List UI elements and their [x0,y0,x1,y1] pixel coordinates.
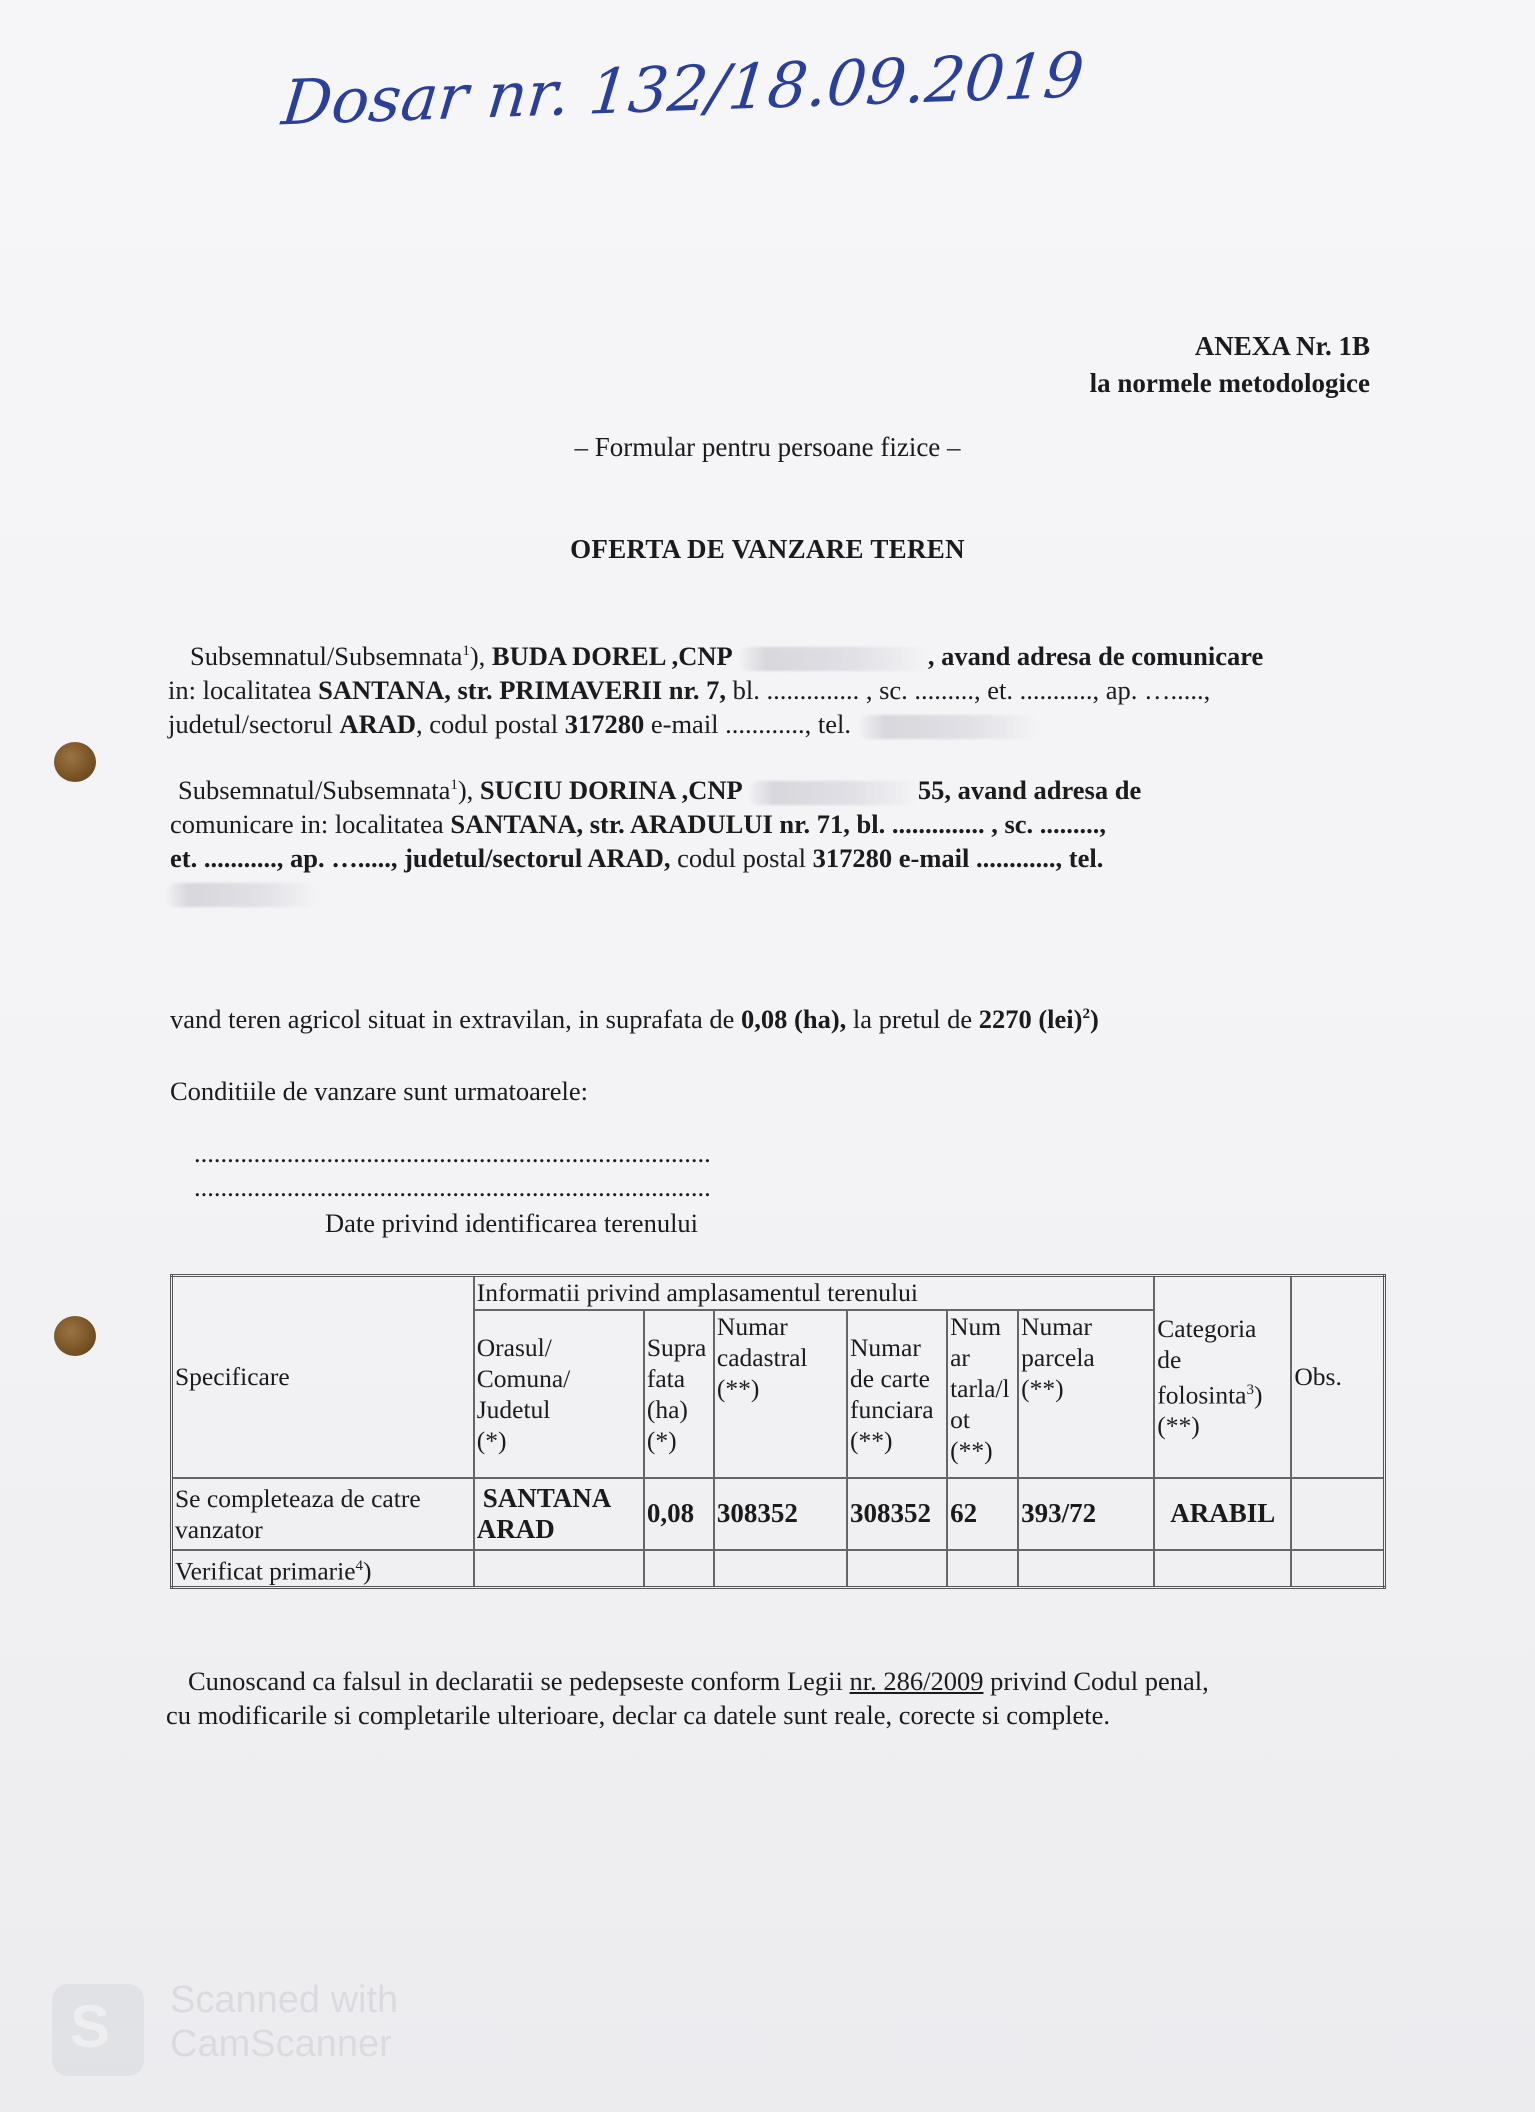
header-group-location: Informatii privind amplasamentul terenului [474,1276,1155,1310]
parcela-line-3: (**) [1021,1373,1064,1403]
parcela-line-2: parcela [1021,1342,1095,1372]
table-row [172,1478,1385,1550]
seller-2-address: SANTANA, str. ARADULUI nr. 71, bl. .............. , sc. ........., [450,808,1107,839]
tarla-line-2: ar [950,1342,970,1372]
cell-empty [1154,1550,1291,1588]
cell-obs [1291,1478,1384,1550]
watermark-text [170,1978,398,2066]
form-type: – Formular pentru persoane fizice – [574,432,961,462]
carte-line-4: (**) [850,1425,893,1455]
seller-1-locality: SANTANA, str. PRIMAVERII nr. 7, [318,674,726,705]
header-specificare: Specificare [172,1276,474,1478]
cell-empty [1291,1550,1384,1588]
handwritten-note [278,38,1088,160]
watermark-line-2: CamScanner [170,2023,392,2065]
header-parcela [1018,1310,1154,1478]
handwritten-note-text: Dosar nr. 132/18.09.2019 [278,38,1088,140]
redacted-cnp [738,647,928,671]
header-carte-funciara [847,1310,947,1478]
land-id-label: Date privind identificarea terenului [325,1208,699,1238]
seller-1-name: BUDA DOREL ,CNP [491,640,738,671]
header-cadastral [714,1310,847,1478]
suprafata-line-1: Supra [646,1332,707,1362]
categoria-line-2: de [1157,1344,1182,1374]
camscanner-logo-letter: S [70,1993,111,2060]
seller-1-county-pre: judetul/sectorul [168,708,340,739]
seller-2-name: SUCIU DORINA ,CNP [479,774,748,805]
seller-2-postal-email-tel: 317280 e-mail ............, tel. [812,842,1104,873]
law-reference: nr. 286/2009 [849,1666,984,1696]
land-table [170,1274,1386,1589]
cell-empty [947,1550,1018,1588]
categoria-line-4: (**) [1157,1411,1200,1440]
conditions-line-2: .............................................................................. [194,1172,711,1202]
redacted-cnp [748,781,918,805]
cell-parcela: 393/72 [1018,1478,1154,1550]
cell-orasul-line-1: SANTANA [482,1482,612,1513]
cadastral-line-2: cadastral [716,1342,808,1372]
declaration-pre: Cunoscand ca falsul in declaratii se pedepseste conform Legii [188,1666,850,1696]
primarie-sup: 4 [355,1557,364,1574]
tarla-line-4: ot [950,1404,970,1434]
header-obs: Obs. [1291,1276,1384,1478]
offer-price-sup: 2 [1082,1006,1090,1023]
header-suprafata [644,1310,714,1478]
orasul-line-1: Orasul/ [476,1332,552,1362]
seller-2-postal-pre: codul postal [670,842,813,873]
seller-intro-tail: ), [457,774,480,805]
table-row [172,1550,1385,1588]
categoria-line-3: folosinta [1157,1380,1247,1409]
offer-price: 2270 (lei) [978,1004,1083,1034]
offer-statement [170,1004,1099,1035]
declaration-line-2: cu modificarile si completarile ulterioare, declar ca datele sunt reale, corecte si complete. [166,1700,1110,1730]
tarla-line-1: Num [950,1311,1002,1341]
suprafata-line-2: fata [646,1363,686,1393]
annex-header [1090,328,1370,402]
cell-carte: 308352 [847,1478,947,1550]
cell-empty [644,1550,714,1588]
seller-2-address-cont: et. ..........., ap. …....., judetul/sectorul ARAD, [170,842,671,873]
orasul-line-4: (*) [476,1425,507,1455]
seller-2-line2-pre: comunicare in: localitatea [170,808,451,839]
seller-2-after-cnp: , avand adresa de [944,774,1142,805]
redacted-phone [166,883,316,907]
carte-line-1: Numar [850,1332,921,1362]
primarie-tail: ) [363,1556,372,1585]
camscanner-logo-icon [52,1984,144,2076]
categoria-sup: 3 [1246,1381,1254,1398]
cell-categoria: ARABIL [1154,1478,1291,1550]
offer-pre: vand teren agricol situat in extravilan, in suprafata de [170,1004,742,1034]
tarla-line-5: (**) [950,1435,993,1465]
seller-1-paragraph: Subsemnatul/Subsemnata$^1$), BUDA DOREL ,CNP , avand adresa de comunicare in: localitatea SANTANA, str. PRIMAVERII nr. 7, bl. .............. , sc. ........., et. ..........., ap. …....., judetul/sectorul ARAD, codul postal 317280 e-mail ............, tel. [168,640,1264,739]
categoria-line-1: Categoria [1157,1313,1257,1343]
declaration-post: privind Codul penal, [983,1666,1209,1696]
annex-number: ANEXA Nr. 1B [1194,331,1370,361]
carte-line-3: funciara [850,1394,934,1424]
seller-intro: Subsemnatul/Subsemnata [190,640,463,671]
seller-1-addr-rest: bl. .............. , sc. ........., et. ..........., ap. …....., [725,674,1211,705]
primarie-label: Verificat primarie [175,1556,356,1585]
seller-2-paragraph: Subsemnatul/Subsemnata$^1$), SUCIU DORINA ,CNP 55, avand adresa de comunicare in: localitatea SANTANA, str. ARADULUI nr. 71, bl. .............. , sc. ........., et. ..........., ap. …....., judetul/sectorul ARAD, codul postal 317280 e-mail ............, tel. [170,768,1370,909]
cell-empty [714,1550,847,1588]
offer-mid: la pretul de [846,1004,979,1034]
cell-tarla: 62 [947,1478,1018,1550]
cell-cadastral: 308352 [714,1478,847,1550]
cell-orasul-line-2: ARAD [476,1513,555,1544]
seller-2-cnp-visible: 55 [917,774,945,805]
offer-area: 0,08 (ha), [741,1004,847,1034]
binder-hole-bottom [54,1316,96,1356]
suprafata-line-4: (*) [646,1425,677,1455]
seller-1-addr-pre: in: localitatea [168,674,319,705]
seller-1-postal: 317280 [564,708,645,739]
orasul-line-3: Judetul [476,1394,551,1424]
annex-subtitle: la normele metodologice [1089,368,1370,398]
header-orasul [474,1310,644,1478]
watermark-line-1: Scanned with [170,1979,399,2021]
carte-line-2: de carte [850,1363,930,1393]
redacted-phone [858,715,1038,739]
row-label-seller: Se completeaza de catre vanzator [172,1478,474,1550]
tarla-line-3: tarla/l [950,1373,1010,1403]
cell-empty [1018,1550,1154,1588]
parcela-line-1: Numar [1021,1311,1092,1341]
declaration [166,1664,1396,1732]
cadastral-line-1: Numar [716,1311,788,1341]
header-tarla [947,1310,1018,1478]
categoria-tail: ) [1254,1380,1263,1409]
document-title: OFERTA DE VANZARE TEREN [570,534,965,564]
orasul-line-2: Comuna/ [476,1363,571,1393]
conditions-line-1: .............................................................................. [194,1138,711,1168]
suprafata-line-3: (ha) [646,1394,688,1424]
cell-empty [847,1550,947,1588]
cell-empty [474,1550,644,1588]
header-categoria [1154,1276,1291,1478]
seller-1-postal-pre: , codul postal [416,708,565,739]
seller-1-email-tel: e-mail ............, tel. [644,708,858,739]
cell-suprafata: 0,08 [644,1478,714,1550]
scanner-watermark [52,1980,452,2070]
row-label-primarie [172,1550,474,1588]
binder-hole-top [54,742,96,782]
seller-1-after-cnp: , avand adresa de comunicare [927,640,1264,671]
conditions-label: Conditiile de vanzare sunt urmatoarele: [170,1076,588,1106]
seller-intro: Subsemnatul/Subsemnata [178,774,451,805]
seller-intro-tail: ), [469,640,492,671]
cadastral-line-3: (**) [716,1373,760,1403]
offer-price-close: ) [1090,1004,1099,1034]
cell-orasul [474,1478,644,1550]
seller-1-county: ARAD [339,708,417,739]
